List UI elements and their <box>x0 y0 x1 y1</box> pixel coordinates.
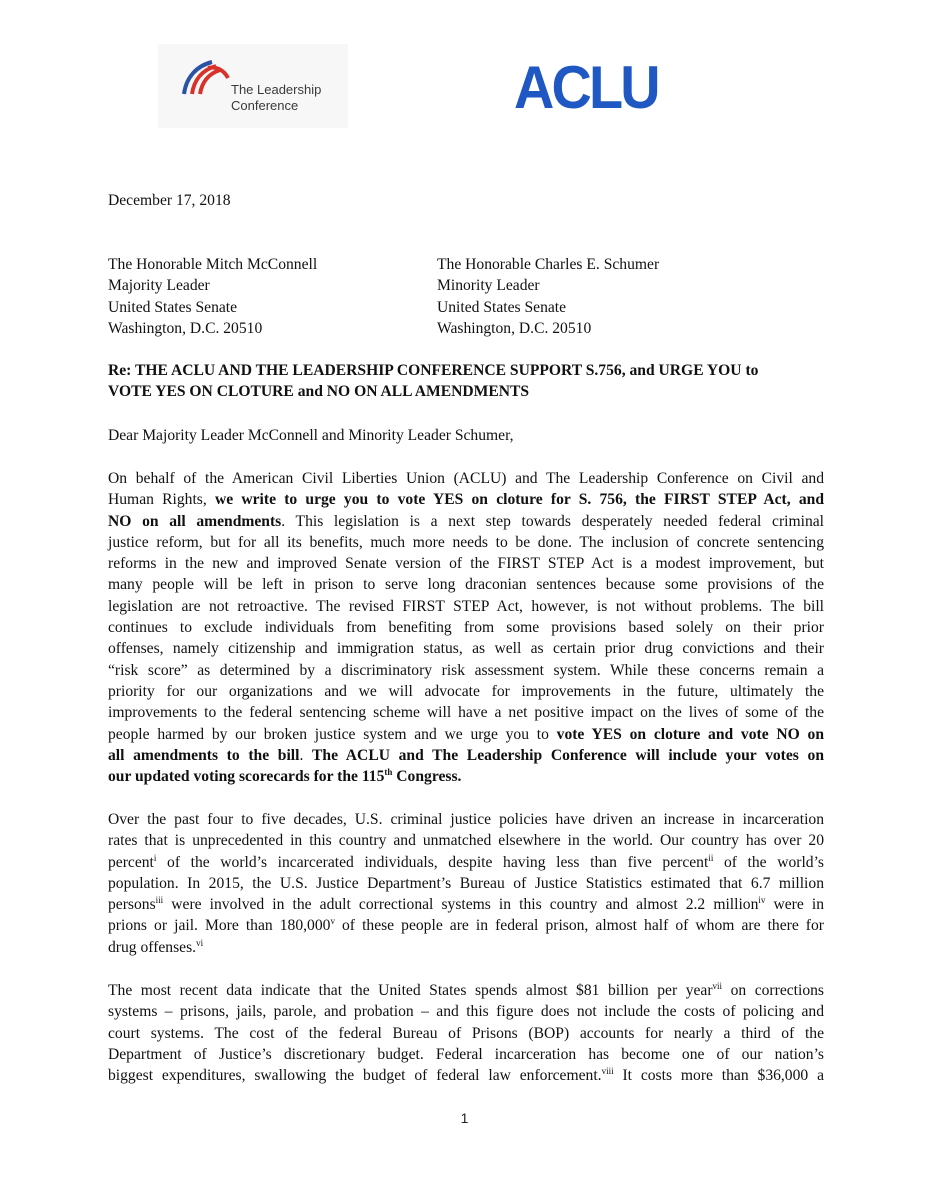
paragraph-2: Over the past four to five decades, U.S. criminal justice policies have driven an increase in incarceration rates that is unprecedented in this country and unmatched elsewhere in the world. Our country has over 20 percent$^i$ of the world’s incarcerated individuals, despite having less than five percent$^{ii}$ of the world’s population. In 2015, the U.S. Justice Department’s Bureau of Justice Statistics estimated that 6.7 million persons$^{iii}$ were involved in the adult correctional systems in this country and almost 2.2 million$^{iv}$ were in prions or jail. More than 180,000$^v$ of these people are in federal prison, almost half of whom are there for drug offenses.$^{vi}$ <box>108 811 824 956</box>
salutation: Dear Majority Leader McConnell and Minority Leader Schumer, <box>108 427 514 444</box>
subject-line: Re: THE ACLU AND THE LEADERSHIP CONFERENCE SUPPORT S.756, and URGE YOU to VOTE YES ON CLOTURE and NO ON ALL AMENDMENTS <box>108 362 759 401</box>
letter-date: December 17, 2018 <box>108 192 231 209</box>
leadership-conference-arc-icon <box>178 56 230 96</box>
page-number: 1 <box>460 1110 469 1126</box>
leadership-conference-logo-text: The Leadership Conference <box>231 82 322 113</box>
paragraph-3: The most recent data indicate that the United States spends almost $81 billion per year$^{vii}$ on corrections systems – prisons, jails, parole, and probation – and this figure does not include the costs of policing and court systems. The cost of the federal Bureau of Prisons (BOP) accounts for nearly a third of the Department of Justice’s discretionary budget. Federal incarceration has become one of our nation’s biggest expenditures, swallowing the budget of federal law enforcement.$^{viii}$ It costs more than $36,000 a <box>108 981 824 1085</box>
recipient-address-left: The Honorable Mitch McConnell Majority Leader United States Senate Washington, D.C. 20510 <box>108 256 318 337</box>
aclu-logo: ACLU <box>514 54 658 121</box>
leadership-conference-logo <box>158 44 348 128</box>
paragraph-1: On behalf of the American Civil Liberties Union (ACLU) and The Leadership Conference on Civil and Human Rights, we write to urge you to vote YES on cloture for S. 756, the FIRST STEP Act, and NO on all amendments. This legislation is a next step towards desperately needed federal criminal justice reform, but for all its benefits, much more needs to be done. The inclusion of concrete sentencing reforms in the new and improved Senate version of the FIRST STEP Act is a modest improvement, but many people will be left in prison to serve long draconian sentences because some provisions of the legislation are not retroactive. The revised FIRST STEP Act, however, is not without problems. The bill continues to exclude individuals from benefiting from some provisions based solely on their prior offenses, namely citizenship and immigration status, as well as certain prior drug convictions and their “risk score” as determined by a discriminatory risk assessment system. While these concerns remain a priority for our organizations and we will advocate for improvements in the future, ultimately the improvements to the federal sentencing scheme will have a net positive impact on the lives of some of the people harmed by our broken justice system and we urge you to vote YES on cloture and vote NO on all amendments to the bill. The ACLU and The Leadership Conference will include your votes on our updated voting scorecards for the 115th Congress. <box>108 470 824 786</box>
recipient-address-right: The Honorable Charles E. Schumer Minority Leader United States Senate Washington, D.C. 20510 <box>437 256 660 337</box>
